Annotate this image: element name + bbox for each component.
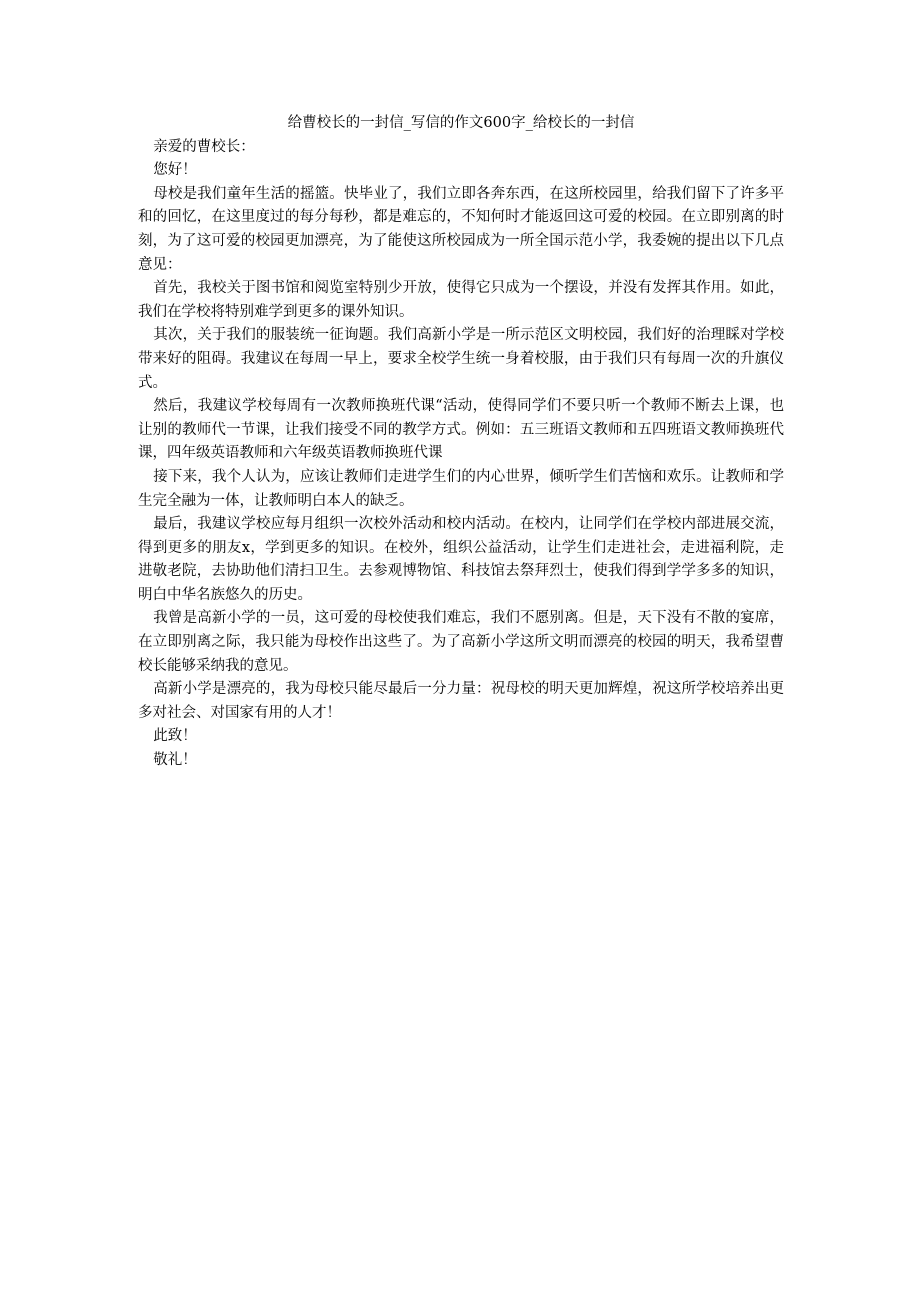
closing-line: 此致！	[153, 728, 197, 745]
body-paragraph: 首先，我校关于图书馆和阅览室特别少开放，使得它只成为一个摆设，并没有发挥其作用。如此，我们在学校将特别难学到更多的课外知识。	[138, 280, 784, 320]
closing-salute: 敬礼！	[153, 752, 197, 769]
body-paragraph: 高新小学是漂亮的，我为母校只能尽最后一分力量：祝母校的明天更加辉煌，祝这所学校培养出更多对社会、对国家有用的人才！	[138, 681, 784, 721]
document-title: 给曹校长的一封信_写信的作文600字_给校长的一封信	[287, 115, 635, 131]
body-paragraph: 母校是我们童年生活的摇篮。快毕业了，我们立即各奔东西，在这所校园里，给我们留下了许多平和的回忆，在这里度过的每分每秒，都是难忘的，不知何时才能返回这可爱的校园。在立即别离的时刻，为了这可爱的校园更加漂亮，为了能使这所校园成为一所全国示范小学，我委婉的提出以下几点意见：	[138, 185, 784, 273]
document-page	[138, 112, 784, 773]
body-paragraph: 然后，我建议学校每周有一次教师换班代课“活动，使得同学们不要只听一个教师不断去上课，也让别的教师代一节课，让我们接受不同的教学方式。例如：五三班语文教师和五四班语文教师换班代课，四年级英语教师和六年级英语教师换班代课	[138, 398, 784, 462]
body-paragraph: 其次，关于我们的服装统一征询题。我们高新小学是一所示范区文明校园，我们好的治理睬对学校带来好的阻碍。我建议在每周一早上，要求全校学生统一身着校服，由于我们只有每周一次的升旗仪式。	[138, 327, 784, 391]
body-paragraph: 接下来，我个人认为，应该让教师们走进学生们的内心世界，倾听学生们苦恼和欢乐。让教师和学生完全融为一体，让教师明白本人的缺乏。	[138, 468, 784, 509]
greeting: 您好！	[153, 162, 197, 179]
salutation: 亲爱的曹校长：	[153, 138, 255, 155]
body-paragraph: 最后，我建议学校应每月组织一次校外活动和校内活动。在校内，让同学们在学校内部进展交流，得到更多的朋友x，学到更多的知识。在校外，组织公益活动，让学生们走进社会，走进福利院，走进敬老院，去协助他们清扫卫生。去参观博物馆、科技馆去祭拜烈士，使我们得到学学多多的知识，明白中华名族悠久的历史。	[138, 516, 784, 603]
body-paragraph: 我曾是高新小学的一员，这可爱的母校使我们难忘，我们不愿别离。但是，天下没有不散的宴席，在立即别离之际，我只能为母校作出这些了。为了高新小学这所文明而漂亮的校园的明天，我希望曹校长能够采纳我的意见。	[138, 610, 784, 674]
